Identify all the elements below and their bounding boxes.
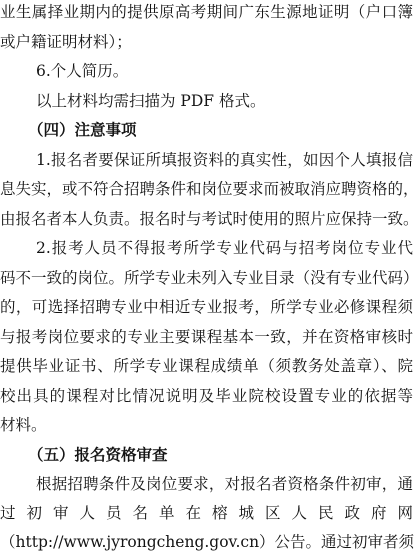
text-line: 业生属择业期内的提供原高考期间广东生源地证明（户口簿 <box>0 3 413 21</box>
section-heading: （五）报名资格审查 <box>28 445 168 464</box>
text-line: （http://www.jyrongcheng.gov.cn）公告。通过初审者须 <box>0 533 415 551</box>
text-line: 与报考岗位要求的专业主要课程基本一致，并在资格审核时 <box>0 328 413 346</box>
text-line: 材料。 <box>0 416 47 434</box>
text-line: 过 初 审 人 员 名 单 在 榕 城 区 人 民 政 府 网 <box>0 504 413 522</box>
section-heading: （四）注意事项 <box>28 120 137 139</box>
text-line: 码不一致的岗位。所学专业未列入专业目录（没有专业代码） <box>0 269 419 287</box>
list-item: 6.个人简历。 <box>36 62 129 80</box>
text-line: 以上材料均需扫描为 PDF 格式。 <box>36 92 266 110</box>
text-line: 息失实，或不符合招聘条件和岗位要求而被取消应聘资格的， <box>0 180 419 198</box>
text-line: 由报名者本人负责。报名时与考试时使用的照片应保持一致。 <box>0 210 419 228</box>
text-line: 提供毕业证书、所学专业课程成绩单（须教务处盖章）、院 <box>0 357 413 375</box>
text-line: 或户籍证明材料）； <box>0 33 132 51</box>
text-line: 1.报名者要保证所填报资料的真实性，如因个人填报信 <box>36 151 413 169</box>
text-line: 根据招聘条件及岗位要求，对报名者资格条件初审，通 <box>36 475 413 493</box>
text-line: 的，可选择招聘专业中相近专业报考，所学专业必修课程须 <box>0 298 413 316</box>
text-line: 校出具的课程对比情况说明及毕业院校设置专业的依据等 <box>0 387 413 405</box>
text-line: 2.报考人员不得报考所学专业代码与招考岗位专业代 <box>36 239 413 257</box>
